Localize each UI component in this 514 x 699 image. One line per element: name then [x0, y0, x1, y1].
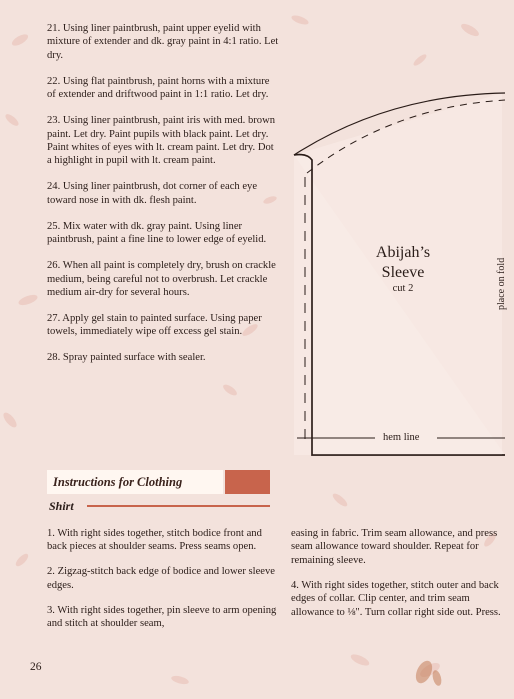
clothing-steps-left	[47, 527, 279, 642]
clothing-step-3: 3. With right sides together, pin sleeve to arm opening and stitch at shoulder seam,	[47, 604, 277, 630]
step-23: 23. Using liner paintbrush, paint iris with med. brown paint. Let dry. Paint pupils with black paint. Let dry. Paint whites of eyes with lt. cream paint. Let dry. Dot a highlight in pupil with lt. cream paint.	[47, 115, 276, 167]
step-28: 28. Spray painted surface with sealer.	[47, 352, 206, 364]
page-number: 26	[30, 661, 42, 673]
subsection-header	[47, 498, 270, 514]
subsection-title: Shirt	[49, 499, 74, 513]
step-27: 27. Apply gel stain to painted surface. Using paper towels, immediately wipe off excess gel stain.	[47, 313, 262, 338]
place-on-fold-label: place on fold	[496, 257, 507, 310]
step-24: 24. Using liner paintbrush, dot corner of each eye toward nose in with dk. flesh paint.	[47, 181, 258, 206]
section-accent-block	[225, 470, 270, 494]
step-25: 25. Mix water with dk. gray paint. Using liner paintbrush, paint a fine line to lower edge of eyelid.	[47, 220, 267, 246]
clothing-step-4: 4. With right sides together, stitch outer and back edges of collar. Clip center, and trim seam allowance to ⅛". Turn collar right side out. Press.	[291, 579, 501, 618]
section-title: Instructions for Clothing	[47, 470, 223, 494]
step-21: 21. Using liner paintbrush, paint upper eyelid with mixture of extender and dk. gray paint in 4:1 ratio. Let dry.	[47, 23, 279, 61]
pattern-title-line-1: Abijah’s	[375, 244, 431, 261]
section-header	[47, 470, 270, 494]
subsection-rule	[87, 505, 270, 507]
clothing-step-3-continued: easing in fabric. Trim seam allowance, and press seam allowance toward shoulder. Repeat for remaining sleeve.	[291, 528, 498, 566]
clothing-step-2: 2. Zigzag-stitch back edge of bodice and lower sleeve edges.	[47, 566, 275, 591]
pattern-cut-count: cut 2	[392, 283, 414, 294]
painting-steps	[47, 22, 279, 377]
hem-line-label: hem line	[380, 432, 422, 443]
clothing-steps-right	[291, 527, 507, 630]
clothing-step-1: 1. With right sides together, stitch bodice front and back pieces at shoulder seams. Press seams open.	[47, 528, 262, 553]
step-26: 26. When all paint is completely dry, brush on crackle medium, being careful not to overbrush. Let crackle medium air-dry for several hours.	[47, 260, 276, 299]
step-22: 22. Using flat paintbrush, paint horns with a mixture of extender and driftwood paint in 1:1 ratio. Let dry.	[47, 75, 270, 101]
pattern-title	[355, 243, 451, 283]
pattern-title-line-2: Sleeve	[381, 264, 425, 281]
